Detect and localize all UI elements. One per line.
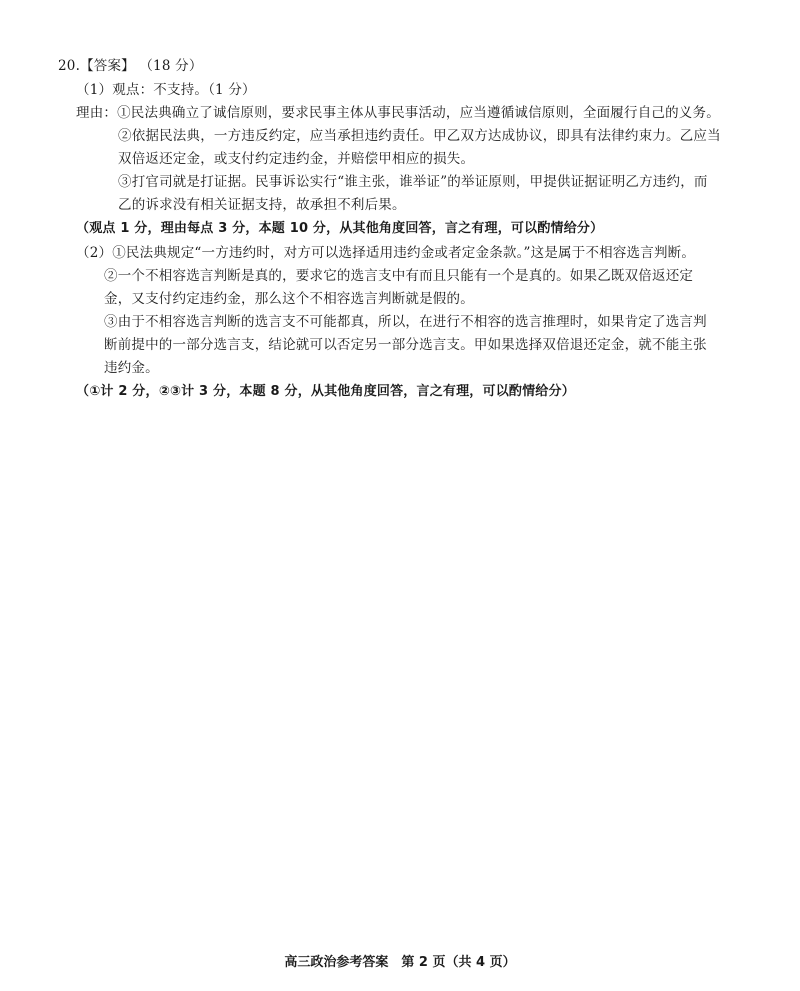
part1-reason-2-line-1: ②依据民法典，一方违反约定，应当承担违约责任。甲乙双方达成协议，即具有法律约束力。乙应当 (118, 128, 721, 144)
part2-point-2-line-1: ②一个不相容选言判断是真的，要求它的选言支中有而且只能有一个是真的。如果乙既双倍返还定 (104, 268, 694, 284)
part2-point-3-line-2: 断前提中的一部分选言支，结论就可以否定另一部分选言支。甲如果选择双倍退还定金，就不能主张 (104, 337, 707, 353)
part1-reason-3-line-2: 乙的诉求没有相关证据支持，故承担不利后果。 (118, 197, 406, 213)
part2-point-2-line-2: 金，又支付约定违约金，那么这个不相容选言判断就是假的。 (104, 291, 474, 307)
part1-scoring-note: （观点 1 分，理由每点 3 分，本题 10 分，从其他角度回答，言之有理，可以酌情给分） (76, 221, 604, 236)
part2-point-3-line-3: 违约金。 (104, 360, 159, 376)
part2-scoring-note: （①计 2 分，②③计 3 分，本题 8 分，从其他角度回答，言之有理，可以酌情给分） (76, 384, 575, 399)
part1-reason-1: 理由：①民法典确立了诚信原则，要求民事主体从事民事活动，应当遵循诚信原则，全面履行自己的义务。 (76, 105, 720, 121)
part2-point-1: （2）①民法典规定“一方违约时，对方可以选择适用违约金或者定金条款。”这是属于不相容选言判断。 (76, 245, 696, 261)
part1-reason-3-line-1: ③打官司就是打证据。民事诉讼实行“谁主张，谁举证”的举证原则，甲提供证据证明乙方违约，而 (118, 174, 708, 190)
part1-viewpoint: （1）观点：不支持。（1 分） (76, 82, 256, 98)
page-footer: 高三政治参考答案 第 2 页（共 4 页） (284, 955, 516, 970)
part1-reason-2-line-2: 双倍返还定金，或支付约定违约金，并赔偿甲相应的损失。 (118, 151, 475, 167)
part2-point-3-line-1: ③由于不相容选言判断的选言支不可能都真，所以，在进行不相容的选言推理时，如果肯定了选言判 (104, 314, 707, 330)
question-header: 20.【答案】 （18 分） (58, 58, 203, 74)
